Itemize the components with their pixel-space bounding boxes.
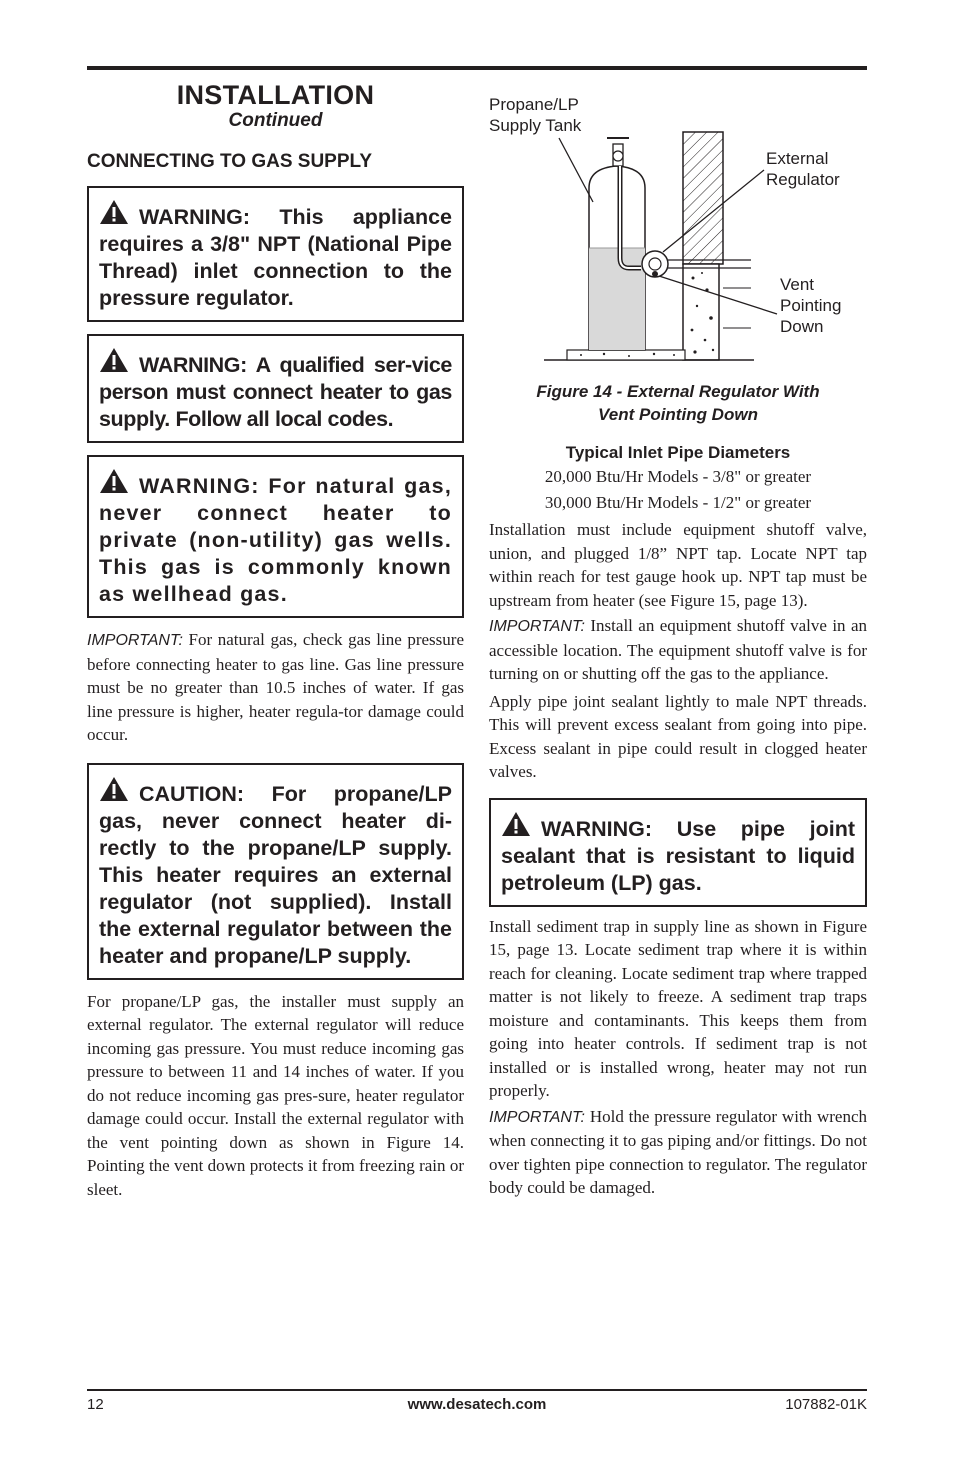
figure-14 xyxy=(489,78,867,378)
figure-caption: Figure 14 - External Regulator With Vent Pointing Down xyxy=(536,382,820,424)
important-regulator xyxy=(489,1105,867,1200)
caution-text: CAUTION: For propane/LP gas, never connect heater di-rectly to the propane/LP supply. This heater requires an external regulator (not supplied). Install the external regulator between the heater and propane/LP supply. xyxy=(99,781,452,968)
caution-box-propane xyxy=(87,763,464,980)
footer-url: www.desatech.com xyxy=(407,1396,547,1413)
document-code: 107882-01K xyxy=(785,1396,867,1413)
section-title: INSTALLATION xyxy=(176,80,375,110)
warning-text-qualified: WARNING: A qualified ser-vice person must connect heater to gas supply. Follow all local codes. xyxy=(99,353,452,431)
section-subtitle: Continued xyxy=(228,110,323,131)
label-supply-tank: Propane/LP Supply Tank xyxy=(489,95,582,135)
warning-box-wellhead xyxy=(87,455,464,618)
warning-triangle-icon xyxy=(501,811,531,837)
warning-triangle-icon xyxy=(99,468,129,494)
label-external-regulator: External Regulator xyxy=(766,149,840,189)
important-text: For natural gas, check gas line pressure before connecting heater to gas line. Gas line pressure must be no greater than 10.5 inches of water. If gas line pressure is higher, heater regula-tor damage could occur. xyxy=(87,630,464,744)
warning-box-npt xyxy=(87,186,464,322)
important-label: IMPORTANT: xyxy=(489,1108,585,1126)
bottom-rule xyxy=(87,1389,867,1391)
page-number: 12 xyxy=(87,1396,104,1413)
sediment-paragraph: Install sediment trap in supply line as shown in Figure 15, page 13. Locate sediment trap where it is within reach for cleaning. Locate sediment trap where trapped matter is not likely to freeze. A sediment trap traps moisture and contaminants. This keeps them from going into heater controls. If sediment trap is not installed or is installed wrong, heater may not run properly. xyxy=(489,916,867,1100)
left-column xyxy=(87,78,464,1201)
propane-paragraph: For propane/LP gas, the installer must supply an external regulator. The external regulator will reduce incoming gas pressure. You must reduce incoming gas pressure to between 11 and 14 inches of water. If you do not reduce incoming gas pres-sure, heater regulator damage could occur. Install the external regulator with the vent pointing down as shown in Figure 14. Pointing the vent down protects it from freezing rain or sleet. xyxy=(87,991,464,1199)
inlet-pipe-table-title: Typical Inlet Pipe Diameters xyxy=(565,443,791,462)
important-label: IMPORTANT: xyxy=(489,618,585,635)
warning-triangle-icon xyxy=(99,347,129,373)
inlet-pipe-row: 30,000 Btu/Hr Models - 1/2" or greater xyxy=(544,493,812,512)
important-label: IMPORTANT: xyxy=(87,632,183,649)
important-shutoff xyxy=(489,614,867,686)
warning-box-qualified xyxy=(87,334,464,443)
inlet-pipe-row: 20,000 Btu/Hr Models - 3/8" or greater xyxy=(544,467,812,486)
warning-text-npt: WARNING: This appliance requires a 3/8" NPT (National Pipe Thread) inlet connection to the pressure regulator. xyxy=(99,205,452,310)
important-text: Install an equipment shutoff valve in an accessible location. The equipment shutoff valve is for turning on or shutting off the gas to the appliance. xyxy=(489,616,867,683)
important-natural-gas xyxy=(87,628,464,747)
shutoff-paragraph: Installation must include equipment shutoff valve, union, and plugged 1/8” NPT tap. Locate NPT tap within reach for test gauge hook up. NPT tap must be upstream from heater (see Figure 15, page 13). xyxy=(489,520,867,610)
label-vent-pointing-down: Vent Pointing Down xyxy=(780,275,842,336)
warning-triangle-icon xyxy=(99,776,129,802)
warning-box-sealant xyxy=(489,798,867,907)
warning-text-sealant: WARNING: Use pipe joint sealant that is resistant to liquid petroleum (LP) gas. xyxy=(501,816,855,895)
top-rule xyxy=(87,66,867,70)
right-column xyxy=(489,78,867,1200)
sealant-paragraph: Apply pipe joint sealant lightly to male NPT threads. This will prevent excess sealant from going into pipe. Excess sealant in pipe could result in clogged heater valves. xyxy=(489,691,867,781)
warning-text-wellhead: WARNING: For natural gas, never connect heater to private (non-utility) gas wells. This gas is commonly known as wellhead gas. xyxy=(99,474,452,606)
important-text: Hold the pressure regulator with wrench when connecting it to gas piping and/or fittings. Do not over tighten pipe connection to regulator. The regulator body could be damaged. xyxy=(489,1106,867,1197)
subheading: CONNECTING TO GAS SUPPLY xyxy=(87,151,373,172)
warning-triangle-icon xyxy=(99,199,129,225)
